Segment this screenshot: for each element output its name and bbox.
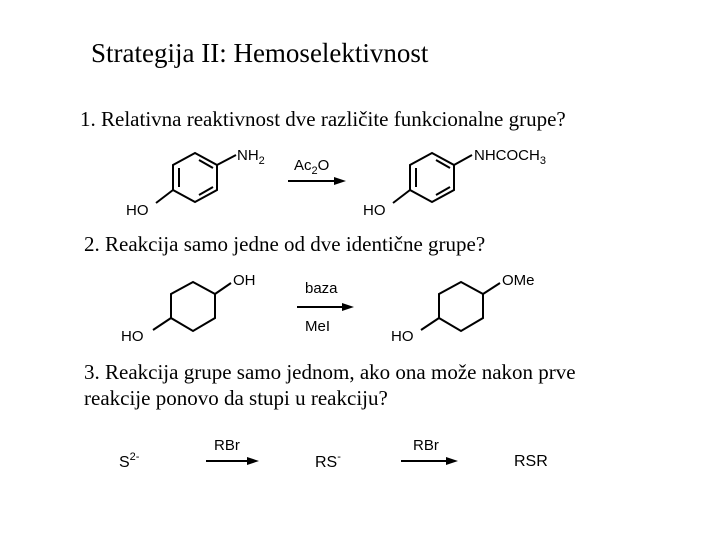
hydroxyl-group: HO — [391, 328, 414, 345]
bond-to-hydroxyl — [156, 190, 173, 203]
scheme-3-alkylation — [0, 430, 720, 475]
reaction-arrow-3b — [401, 437, 458, 465]
reaction-arrow-3a — [206, 437, 259, 465]
bond-to-hydroxyl-top — [215, 283, 231, 294]
hydroxyl-group-top: OH — [233, 272, 256, 289]
item-3-heading-line-2: reakcije ponovo da stupi u reakciju? — [84, 386, 388, 410]
methoxy-group: OMe — [502, 272, 535, 289]
cyclohexane-ring — [171, 282, 215, 331]
dialkyl-sulfide: RSR — [514, 453, 548, 470]
thiolate-ion: RS- — [315, 451, 341, 471]
sulfide-ion: $S^{2-}$ — [119, 451, 140, 471]
item-3-heading-line-1: 3. Reakcija grupe samo jednom, ako ona može nakon prve — [84, 360, 576, 384]
scheme-2-product — [391, 272, 535, 345]
reaction-arrow-1 — [288, 157, 346, 185]
scheme-1-reactant — [126, 147, 265, 219]
reagent-base-label: baza — [305, 280, 338, 297]
scheme-1-acetylation — [0, 140, 720, 225]
hydroxyl-group: HO — [363, 202, 386, 219]
bond-to-amide — [454, 155, 472, 165]
reagent-alkyl-bromide-2: RBr — [413, 437, 439, 454]
acetamide-group: $NHCOCH_3$ — [474, 147, 546, 167]
cyclohexane-ring — [439, 282, 483, 331]
item-2-heading: 2. Reakcija samo jedne od dve identične grupe? — [84, 232, 486, 256]
reagent-alkyl-bromide-1: RBr — [214, 437, 240, 454]
reaction-arrow-2 — [297, 280, 354, 335]
reagent-label: $Ac_2O$ — [294, 157, 330, 177]
scheme-2-methylation — [0, 265, 720, 350]
slide-title: Strategija II: Hemoselektivnost — [91, 38, 429, 68]
item-3-heading — [84, 359, 576, 411]
bond-to-hydroxyl — [393, 190, 410, 203]
item-1-heading: 1. Relativna reaktivnost dve različite funkcionalne grupe? — [80, 107, 566, 131]
bond-to-amine — [217, 155, 236, 165]
bond-to-hydroxyl — [421, 318, 439, 330]
bond-to-methoxy — [483, 283, 500, 294]
scheme-1-product — [363, 147, 546, 219]
amine-group: $NH_2$ — [237, 147, 265, 167]
bond-to-hydroxyl-bottom — [153, 318, 171, 330]
hydroxyl-group: HO — [126, 202, 149, 219]
hydroxyl-group-bottom: HO — [121, 328, 144, 345]
reagent-methyl-iodide-label: MeI — [305, 318, 331, 335]
scheme-2-reactant — [121, 272, 256, 345]
